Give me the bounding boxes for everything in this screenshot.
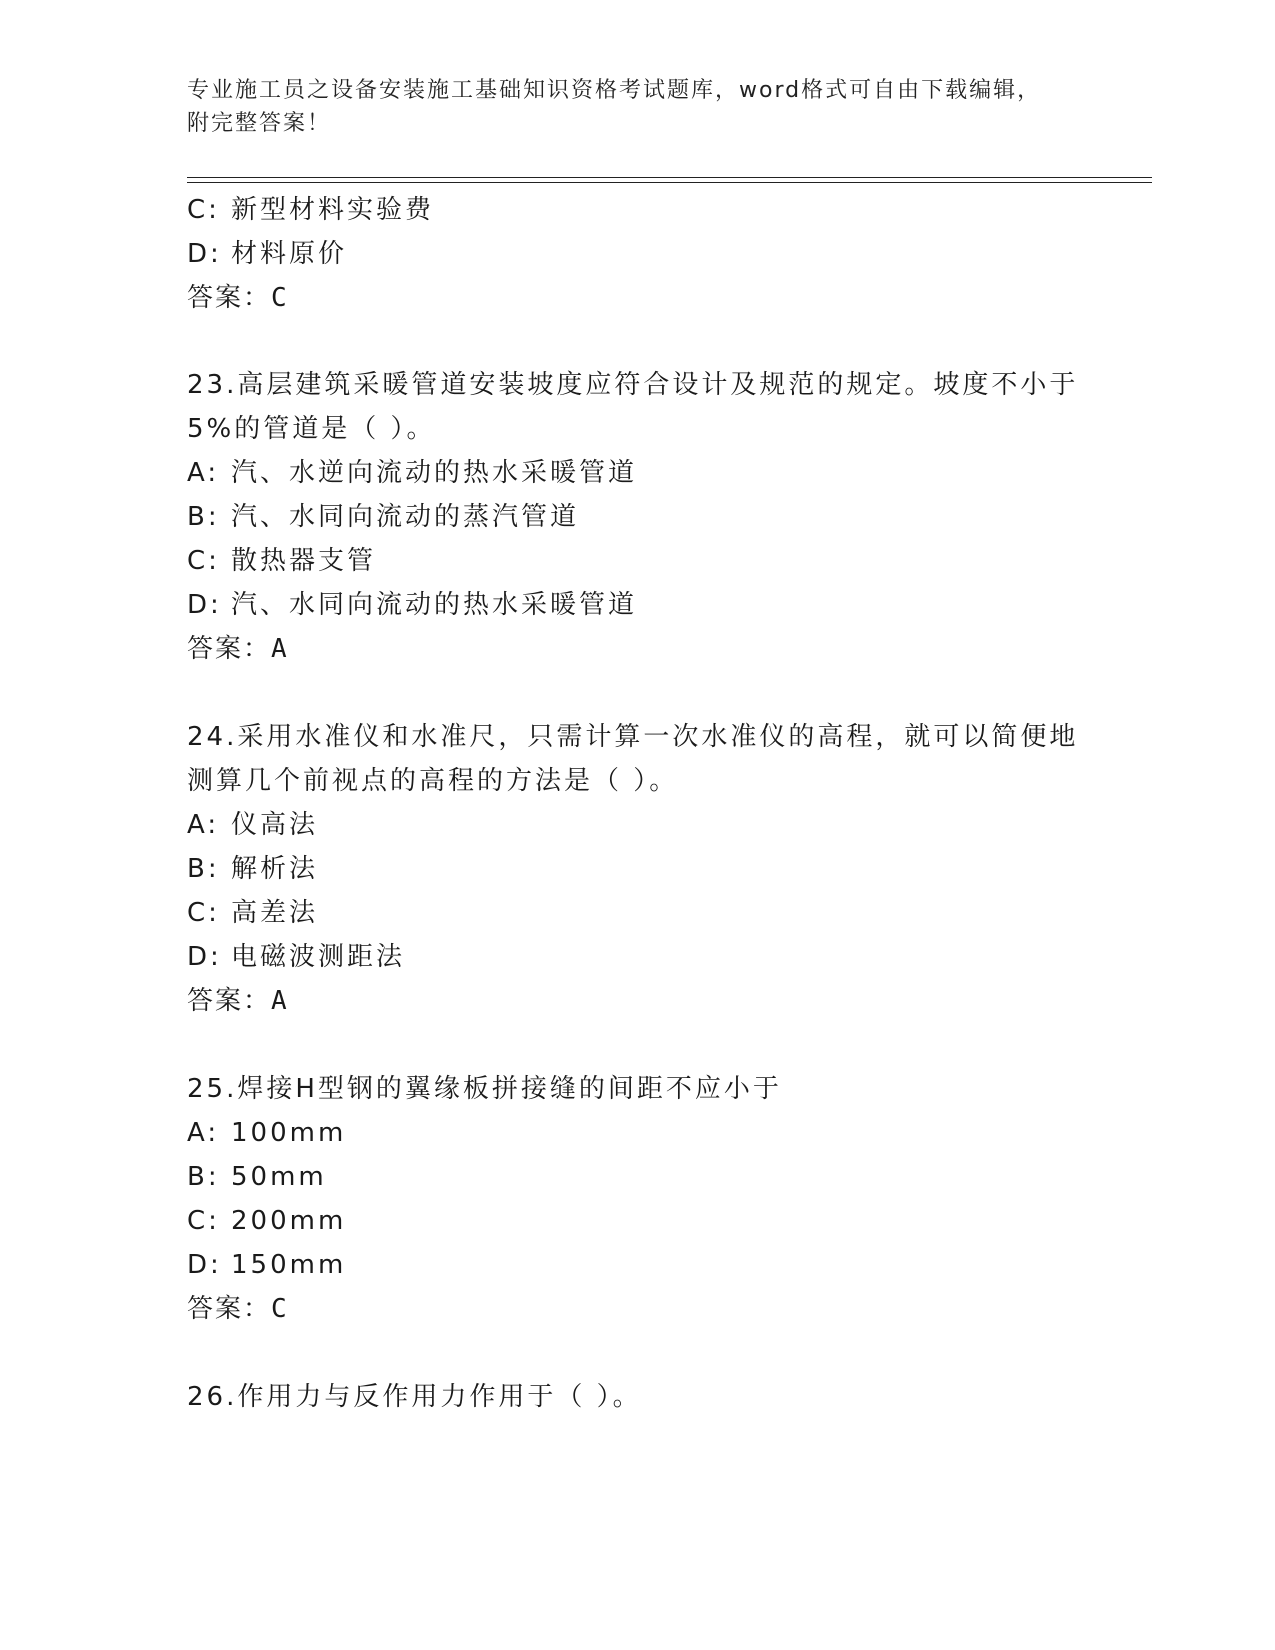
header-divider-bottom <box>187 182 1152 183</box>
q25-option-a <box>187 1116 1087 1150</box>
option-text: 解析法 <box>231 854 319 884</box>
option-prefix: C: <box>187 898 220 928</box>
q23-option-d <box>187 588 1087 622</box>
option-text: 汽、水同向流动的蒸汽管道 <box>231 502 580 532</box>
option-prefix: B: <box>187 1162 220 1192</box>
option-prefix: A: <box>187 458 220 488</box>
q24-option-b <box>187 852 1087 886</box>
q25-option-b <box>187 1160 1087 1194</box>
header-line-1: 专业施工员之设备安装施工基础知识资格考试题库，word格式可自由下载编辑， <box>187 78 1042 103</box>
option-prefix: B: <box>187 854 220 884</box>
option-text: 150mm <box>231 1250 347 1280</box>
option-text: 50mm <box>231 1162 327 1192</box>
q25-answer: 答案：C <box>187 1294 289 1324</box>
q25-stem-line-1: 25.焊接H型钢的翼缘板拼接缝的间距不应小于 <box>187 1074 782 1104</box>
option-prefix: D: <box>187 590 222 620</box>
option-prefix: D: <box>187 239 222 269</box>
option-text: 200mm <box>231 1206 347 1236</box>
q25-option-c <box>187 1204 1087 1238</box>
q24-option-a <box>187 808 1087 842</box>
option-prefix: A: <box>187 1118 220 1148</box>
q24-answer: 答案：A <box>187 986 289 1016</box>
option-text: 汽、水逆向流动的热水采暖管道 <box>231 458 638 488</box>
header-line-2: 附完整答案！ <box>187 111 332 136</box>
option-prefix: C: <box>187 1206 220 1236</box>
q24-stem-line-2: 测算几个前视点的高程的方法是（ ）。 <box>187 766 679 796</box>
option-text: 材料原价 <box>231 239 348 269</box>
option-prefix: C: <box>187 195 220 225</box>
option-prefix: A: <box>187 810 220 840</box>
q24-option-d <box>187 940 1087 974</box>
option-text: 新型材料实验费 <box>231 195 435 225</box>
option-text: 散热器支管 <box>231 546 377 576</box>
option-prefix: C: <box>187 546 220 576</box>
q25-option-d <box>187 1248 1087 1282</box>
q24-stem-line-1: 24.采用水准仪和水准尺，只需计算一次水准仪的高程，就可以简便地 <box>187 722 1079 752</box>
option-text: 汽、水同向流动的热水采暖管道 <box>231 590 638 620</box>
q26-stem-line-1: 26.作用力与反作用力作用于（ ）。 <box>187 1382 642 1412</box>
option-prefix: D: <box>187 942 222 972</box>
q22-option-c <box>187 193 1087 227</box>
option-text: 高差法 <box>231 898 319 928</box>
q22-option-d <box>187 237 1087 271</box>
option-prefix: D: <box>187 1250 222 1280</box>
q23-option-c <box>187 544 1087 578</box>
document-header <box>187 74 1087 140</box>
option-text: 100mm <box>231 1118 347 1148</box>
q23-stem-line-1: 23.高层建筑采暖管道安装坡度应符合设计及规范的规定。坡度不小于 <box>187 370 1079 400</box>
option-text: 仪高法 <box>231 810 319 840</box>
q23-answer: 答案：A <box>187 634 289 664</box>
q23-option-a <box>187 456 1087 490</box>
q22-answer: 答案：C <box>187 283 289 313</box>
q23-stem-line-2: 5%的管道是（ ）。 <box>187 414 436 444</box>
option-prefix: B: <box>187 502 220 532</box>
q24-option-c <box>187 896 1087 930</box>
header-divider-top <box>187 177 1152 178</box>
q23-option-b <box>187 500 1087 534</box>
option-text: 电磁波测距法 <box>231 942 406 972</box>
